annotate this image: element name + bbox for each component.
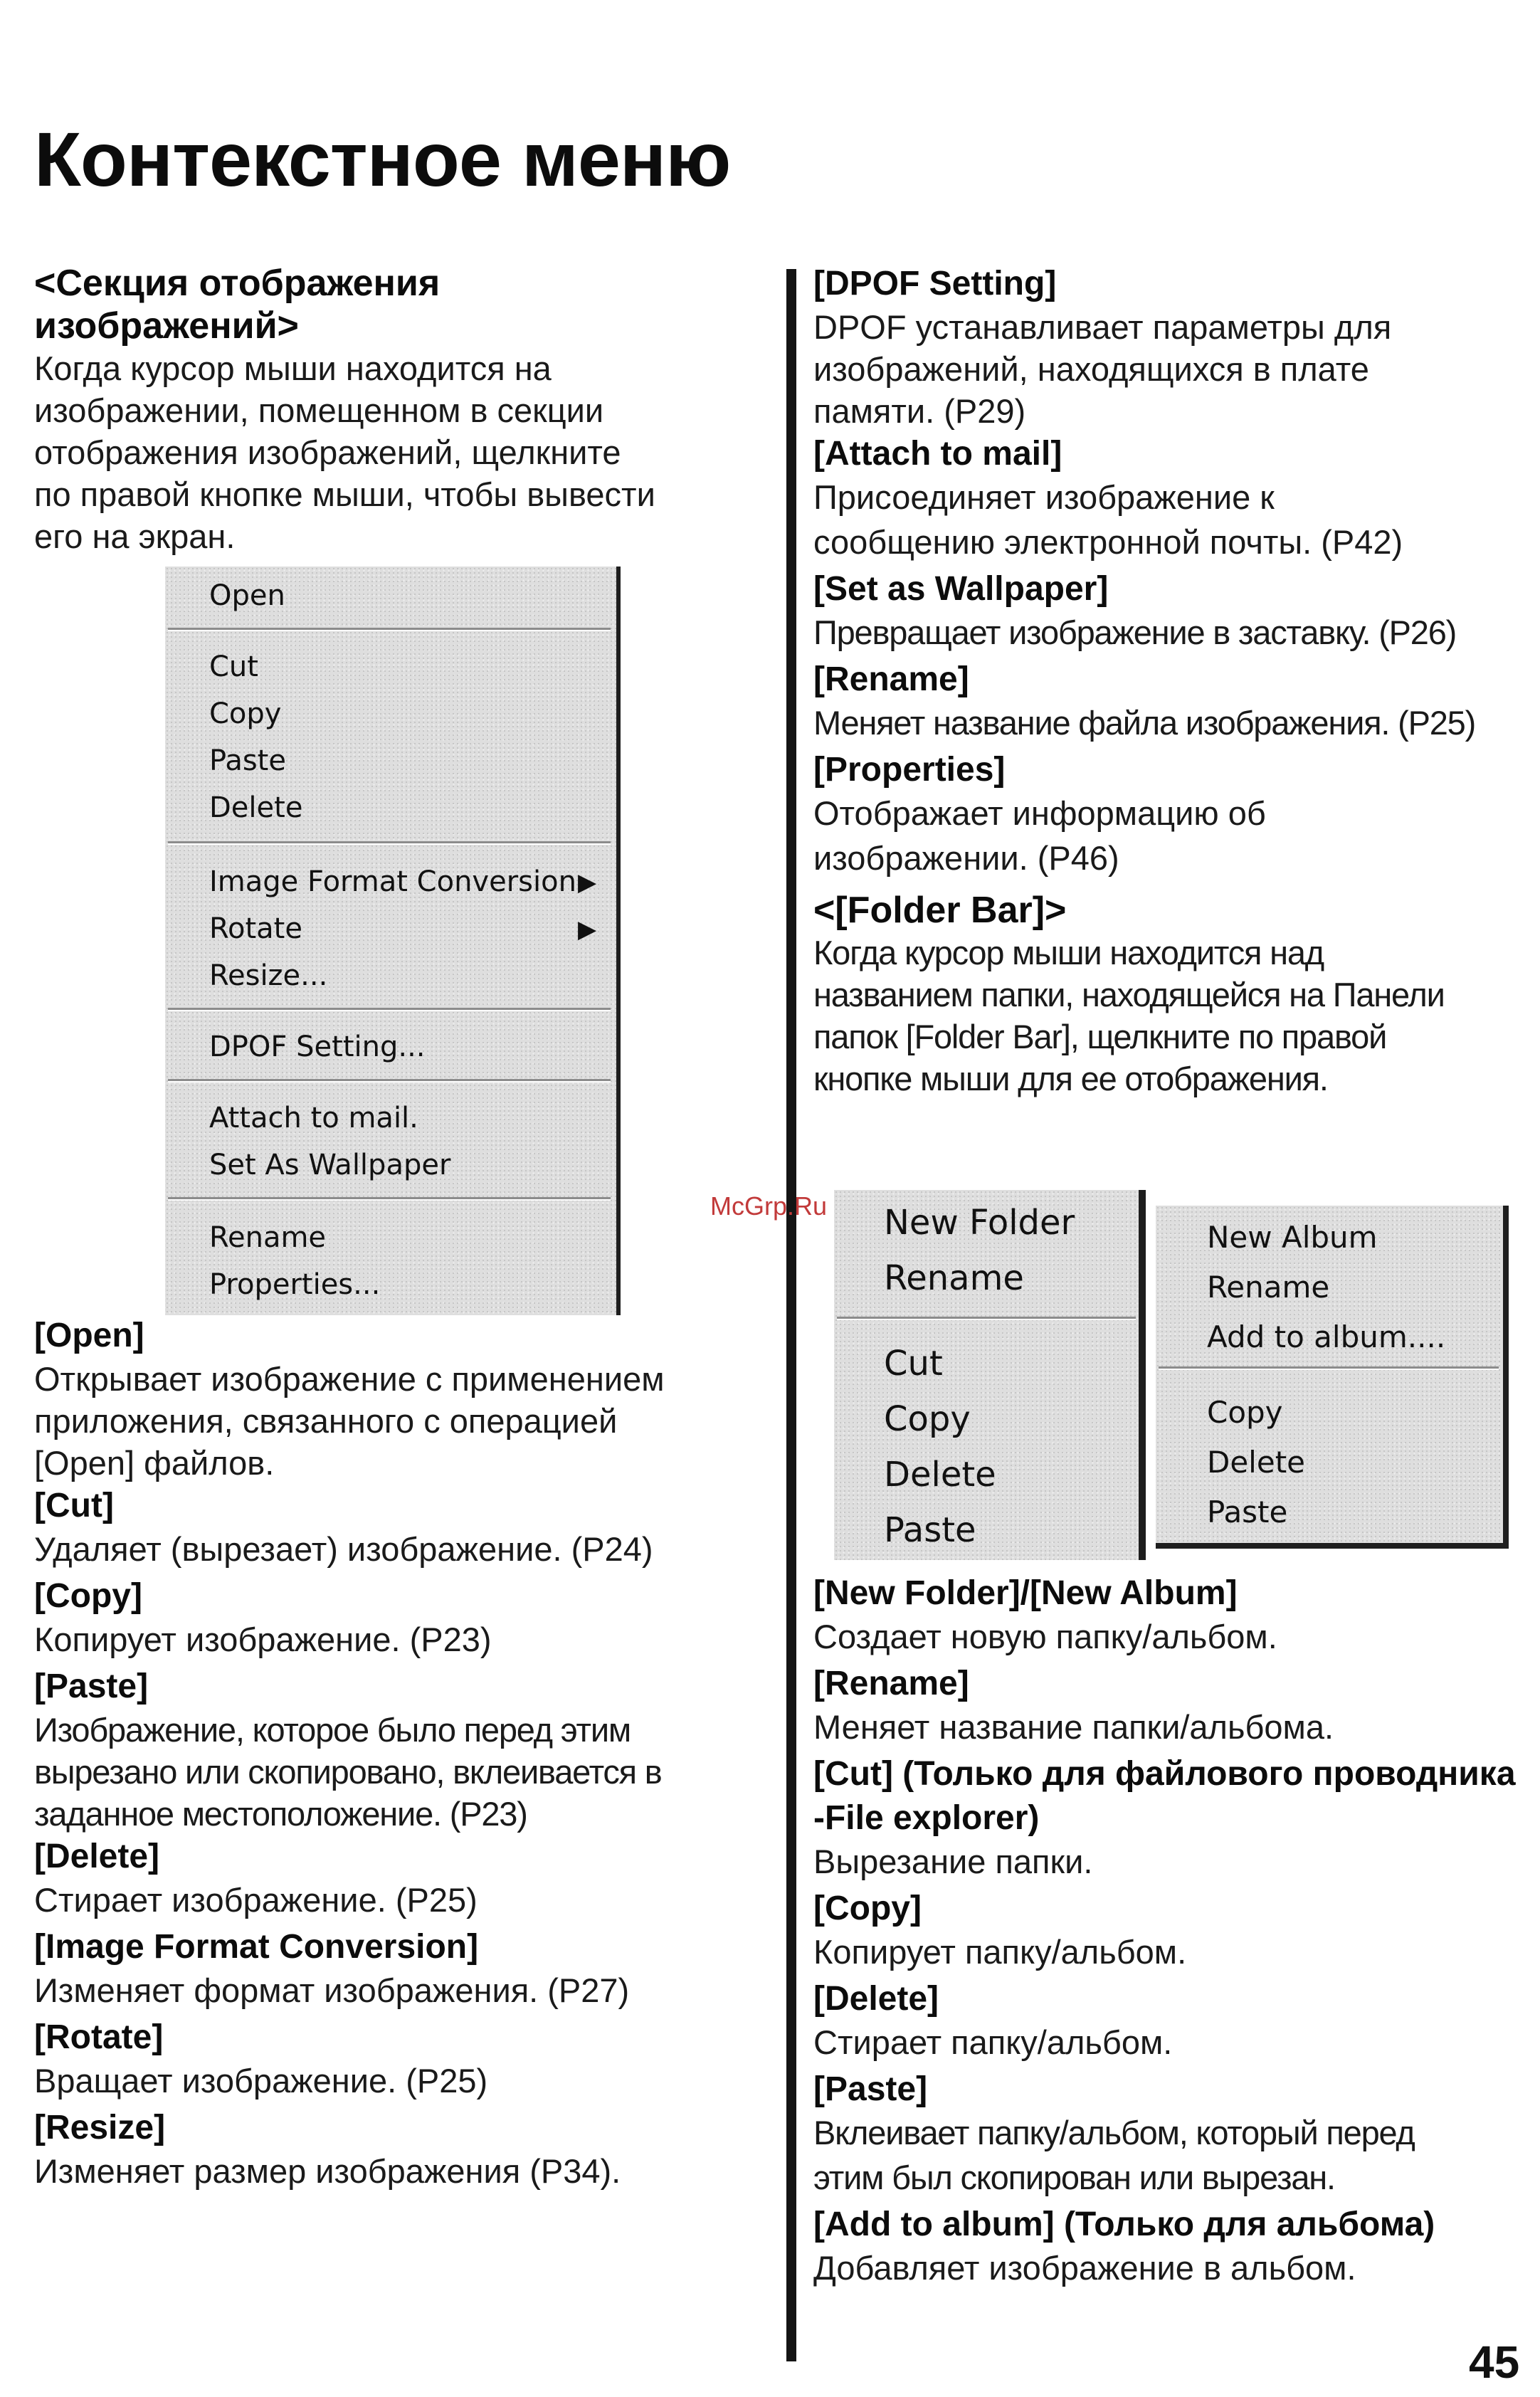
album-context-menu [1156,1206,1509,1549]
entry-heading: [Copy] [813,1890,922,1927]
menu-item-paste[interactable]: Paste [1207,1495,1288,1529]
menu-item-delete[interactable]: Delete [884,1455,996,1495]
entry-text: Меняет название папки/альбома. [813,1708,1334,1746]
entry-text: сообщению электронной почты. (P42) [813,523,1403,561]
entry-heading: [New Folder]/[New Album] [813,1574,1238,1612]
menu-item-new-album[interactable]: New Album [1207,1220,1378,1255]
entry-heading: [Paste] [813,2070,928,2108]
entry-text: Изменяет размер изображения (P34). [34,2152,621,2190]
menu-item-attach-to-mail[interactable]: Attach to mail. [209,1102,418,1134]
entry-heading: [Properties] [813,751,1006,789]
menu-item-paste[interactable]: Paste [884,1510,976,1550]
entry-text: Превращает изображение в заставку. (P26) [813,613,1457,651]
menu-item-add-to-album[interactable]: Add to album.... [1207,1319,1446,1354]
menu-item-copy[interactable]: Copy [1207,1395,1283,1430]
intro-line: отображения изображений, щелкните [34,433,621,471]
folder-intro-line: кнопке мыши для ее отображения. [813,1060,1328,1097]
entry-text: Создает новую папку/альбом. [813,1618,1277,1655]
folder-bar-section-title: <[Folder Bar]> [813,890,1067,931]
entry-heading: [Rename] [813,660,969,698]
entry-heading: [Open] [34,1317,144,1354]
entry-text: Меняет название файла изображения. (P25) [813,704,1476,742]
entry-text: заданное местоположение. (P23) [34,1795,527,1833]
menu-item-delete[interactable]: Delete [209,791,303,824]
entry-heading: [Image Format Conversion] [34,1928,479,1966]
entry-heading: [Delete] [34,1838,160,1875]
menu-item-properties[interactable]: Properties... [209,1268,381,1301]
entry-text: [Open] файлов. [34,1444,275,1482]
entry-heading: [Delete] [813,1980,939,2018]
menu-item-rotate[interactable]: Rotate [209,912,302,945]
page-number: 45 [1469,2337,1520,2388]
section-title-cont: изображений> [34,305,299,347]
entry-text: Изображение, которое было перед этим [34,1711,631,1749]
folder-context-menu [834,1190,1146,1560]
entry-heading: [DPOF Setting] [813,265,1057,302]
folder-intro-line: Когда курсор мыши находится над [813,934,1324,971]
entry-text: изображений, находящихся в плате [813,350,1369,388]
menu-separator [1159,1366,1499,1370]
entry-text: Присоединяет изображение к [813,478,1275,516]
entry-text: Копирует изображение. (P23) [34,1621,492,1658]
entry-text: Отображает информацию об [813,794,1266,832]
menu-item-rename[interactable]: Rename [209,1221,327,1254]
menu-separator [168,1197,611,1201]
entry-text: приложения, связанного с операцией [34,1402,618,1440]
entry-heading: [Cut] [34,1487,114,1524]
folder-entries [813,1571,1525,2293]
menu-separator [168,628,611,631]
entry-text: DPOF устанавливает параметры для [813,308,1392,346]
menu-separator [168,1008,611,1011]
entry-heading: [Rotate] [34,2018,164,2056]
menu-separator [168,841,611,845]
intro-line: по правой кнопке мыши, чтобы вывести [34,475,655,513]
menu-item-cut[interactable]: Cut [884,1344,943,1384]
menu-item-new-folder[interactable]: New Folder [884,1203,1075,1243]
entry-heading: [Resize] [34,2109,166,2146]
entry-heading: [Paste] [34,1668,149,1705]
menu-item-open[interactable]: Open [209,579,285,612]
menu-item-resize[interactable]: Resize... [209,959,328,992]
image-context-menu [165,567,621,1315]
watermark: McGrp.Ru [710,1191,828,1221]
entry-text: Изменяет формат изображения. (P27) [34,1971,630,2009]
menu-item-cut[interactable]: Cut [209,650,258,683]
left-entries [34,1314,774,2196]
submenu-arrow-icon: ▶ [578,868,597,897]
entry-heading: [Cut] (Только для файлового проводника -File explorer) [813,1755,1516,1837]
menu-item-dpof-setting[interactable]: DPOF Setting... [209,1031,426,1063]
entry-text: изображении. (P46) [813,839,1119,877]
entry-text: Стирает папку/альбом. [813,2023,1173,2061]
menu-item-paste[interactable]: Paste [209,744,286,777]
folder-intro-line: названием папки, находящейся на Панели [813,976,1445,1013]
entry-heading: [Attach to mail] [813,435,1062,473]
menu-separator [837,1317,1136,1320]
entry-text: Вращает изображение. (P25) [34,2062,488,2100]
menu-item-set-as-wallpaper[interactable]: Set As Wallpaper [209,1149,451,1181]
entry-heading: [Set as Wallpaper] [813,570,1109,608]
intro-line: его на экран. [34,517,236,555]
page-title: Контекстное меню [34,116,731,202]
entry-text: памяти. (P29) [813,392,1026,430]
entry-text: Удаляет (вырезает) изображение. (P24) [34,1530,653,1568]
right-column [813,262,1525,1100]
menu-item-rename[interactable]: Rename [884,1258,1024,1298]
intro-line: Когда курсор мыши находится на [34,349,552,387]
entry-heading: [Rename] [813,1665,969,1702]
entry-text: вырезано или скопировано, вклеивается в [34,1753,662,1791]
entry-text: Вырезание папки. [813,1843,1093,1880]
entry-text: Открывает изображение с применением [34,1360,665,1398]
menu-item-copy[interactable]: Copy [884,1399,971,1439]
section-title: <Секция отображения [34,263,441,304]
menu-item-image-format-conversion[interactable]: Image Format Conversion [209,865,576,898]
folder-intro-line: папок [Folder Bar], щелкните по правой [813,1018,1387,1055]
entry-text: Вклеивает папку/альбом, который перед [813,2114,1415,2151]
column-divider [786,269,796,2361]
submenu-arrow-icon: ▶ [578,915,597,944]
entry-text: Стирает изображение. (P25) [34,1881,478,1919]
entry-text: этим был скопирован или вырезан. [813,2159,1335,2196]
menu-item-delete[interactable]: Delete [1207,1445,1305,1480]
entry-text: Копирует папку/альбом. [813,1933,1187,1971]
entry-text: Добавляет изображение в альбом. [813,2249,1356,2287]
intro-line: изображении, помещенном в секции [34,391,604,429]
entry-heading: [Copy] [34,1577,142,1615]
menu-item-rename[interactable]: Rename [1207,1270,1330,1305]
entry-heading: [Add to album] (Только для альбома) [813,2206,1435,2243]
menu-item-copy[interactable]: Copy [209,697,282,730]
menu-separator [168,1079,611,1082]
left-column [34,262,753,557]
